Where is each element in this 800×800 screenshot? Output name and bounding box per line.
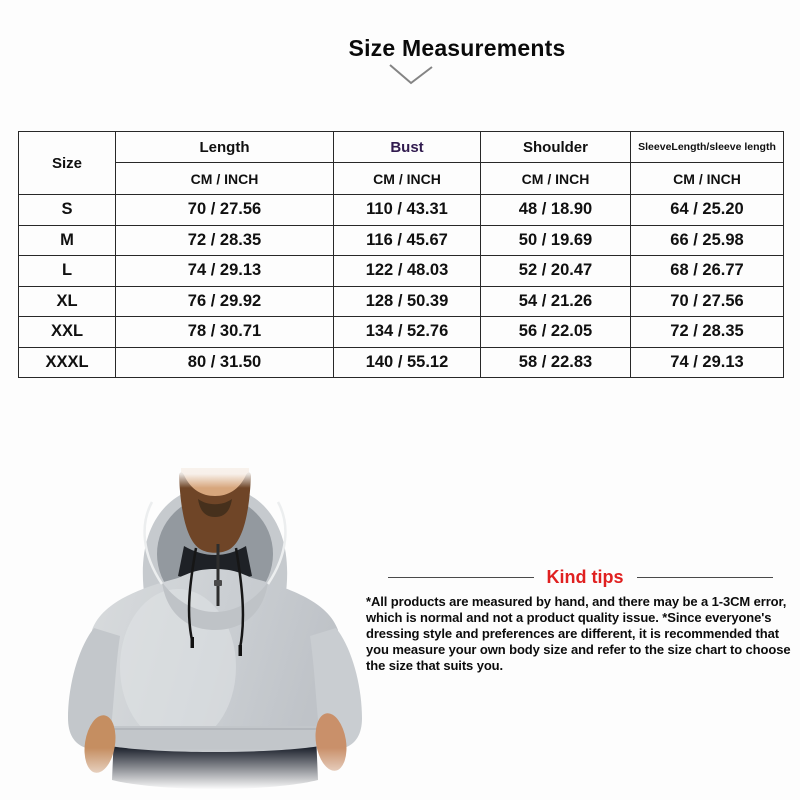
- cell-size: XXL: [19, 317, 116, 348]
- table-unit-row: [19, 163, 784, 195]
- cell-bust: 140 / 55.12: [334, 347, 481, 378]
- cell-sleeve: 66 / 25.98: [631, 225, 784, 256]
- cell-length: 72 / 28.35: [116, 225, 334, 256]
- kind-tips-body: *All products are measured by hand, and there may be a 1-3CM error, which is normal and not a product quality issue. *Since everyone's dressing style and preferences are different, it is recommended that you measure your own body size and refer to the size chart to choose the size that suits you.: [366, 594, 791, 673]
- cell-shoulder: 50 / 19.69: [481, 225, 631, 256]
- cell-length: 70 / 27.56: [116, 195, 334, 226]
- cell-bust: 134 / 52.76: [334, 317, 481, 348]
- cell-bust: 110 / 43.31: [334, 195, 481, 226]
- cell-shoulder: 48 / 18.90: [481, 195, 631, 226]
- cell-bust: 116 / 45.67: [334, 225, 481, 256]
- unit-bust: CM / INCH: [334, 163, 481, 195]
- table-row-m: [19, 225, 784, 256]
- unit-length: CM / INCH: [116, 163, 334, 195]
- column-header-bust: Bust: [334, 132, 481, 163]
- table-row-xxxl: [19, 347, 784, 378]
- product-photo-man-in-gray-hoodie: [28, 432, 383, 800]
- size-measurements-table: [18, 131, 784, 378]
- kind-tips-section: [366, 566, 794, 674]
- table-row-xl: [19, 286, 784, 317]
- unit-sleeve: CM / INCH: [631, 163, 784, 195]
- column-header-size: Size: [19, 132, 116, 195]
- divider-line-left: [388, 577, 534, 578]
- column-header-length: Length: [116, 132, 334, 163]
- cell-bust: 122 / 48.03: [334, 256, 481, 287]
- cell-sleeve: 68 / 26.77: [631, 256, 784, 287]
- chevron-down-icon: [388, 62, 434, 88]
- table-header-row: [19, 132, 784, 163]
- cell-size: XL: [19, 286, 116, 317]
- column-header-shoulder: Shoulder: [481, 132, 631, 163]
- table-row-l: [19, 256, 784, 287]
- page-title: Size Measurements: [348, 35, 566, 61]
- cell-bust: 128 / 50.39: [334, 286, 481, 317]
- kind-tips-header: [366, 566, 794, 588]
- cell-sleeve: 64 / 25.20: [631, 195, 784, 226]
- cell-sleeve: 74 / 29.13: [631, 347, 784, 378]
- cell-length: 74 / 29.13: [116, 256, 334, 287]
- column-header-sleeve-length: SleeveLength/sleeve length: [631, 132, 784, 163]
- kind-tips-title: Kind tips: [546, 566, 624, 587]
- cell-length: 76 / 29.92: [116, 286, 334, 317]
- cell-length: 78 / 30.71: [116, 317, 334, 348]
- cell-shoulder: 56 / 22.05: [481, 317, 631, 348]
- table-row-xxl: [19, 317, 784, 348]
- table-row-s: [19, 195, 784, 226]
- cell-length: 80 / 31.50: [116, 347, 334, 378]
- cell-size: L: [19, 256, 116, 287]
- cell-sleeve: 70 / 27.56: [631, 286, 784, 317]
- cell-shoulder: 54 / 21.26: [481, 286, 631, 317]
- cell-sleeve: 72 / 28.35: [631, 317, 784, 348]
- cell-size: XXXL: [19, 347, 116, 378]
- cell-size: S: [19, 195, 116, 226]
- divider-line-right: [637, 577, 773, 578]
- unit-shoulder: CM / INCH: [481, 163, 631, 195]
- cell-size: M: [19, 225, 116, 256]
- cell-shoulder: 52 / 20.47: [481, 256, 631, 287]
- cell-shoulder: 58 / 22.83: [481, 347, 631, 378]
